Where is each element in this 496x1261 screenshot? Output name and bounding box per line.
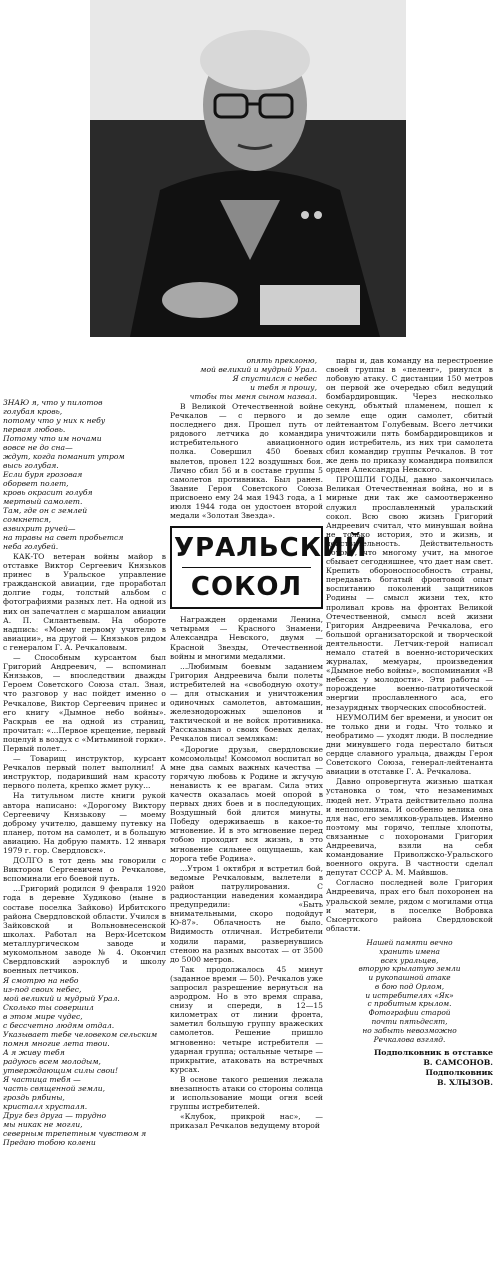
col2-para-1: В Великой Отечественной войне Речкалов — с первого и до последнего дня. Прошел путь от рядового летчика до командира истребительного авиационного полка. Совершил 450 боевых вылетов, провел 122 воздушных боя. Лично сбил 56 и в составе группы 5 самолетов противника. Был ранен. Звание Героя Советского Союза присвоено ему 24 мая 1943 года, а 1 июля 1944 года он удостоен второй медали «Золотая Звезда». bbox=[170, 402, 323, 521]
col2-para-4: «Дорогие друзья, свердловские комсомольцы! Комсомол воспитал во мне два самых важных качества — горячую любовь к Родине и жгучую ненависть к ее врагам. Сила этих качеств оказалась моей опорой в первых днях боев и в последующих. Воздушный бой длится минуты. Победу одерживаешь в какое-то мгновение. И в это мгновение перед тобою проходит вся жизнь, в это мгновение сильнее ощущаешь, как дорога тебе Родина». bbox=[170, 744, 323, 863]
col1-para-4: На титульном листе книги рукой автора написано: «Дорогому Виктору Сергеевичу Князькову — моему доброму учителю, давшему путевку на планер, потом на самолет, и в большую авиацию. На добрую память. 12 января 1979 г. гор. Свердловск». bbox=[3, 791, 166, 855]
headline-line-1: УРАЛЬСКИЙ bbox=[174, 533, 368, 564]
signature: Подполковник в отставке В. САМСОНОВ. Подполковник В. ХЛЫЗОВ. bbox=[373, 1048, 493, 1088]
portrait-photo bbox=[90, 0, 406, 337]
col2-para-5: ...Утром 1 октября я встретил бой, ведомые Речкаловым, вылетели в район патрулирования. С радиостанции наведения командира предупредили: «Быть внимательными, скоро подойдут Ю-87». Облачность не было. Видимость отличная. Истребители ходили парами, развернувшись стеною на разных высотах — от 3500 до 5000 метров. bbox=[170, 863, 323, 964]
opening-poem: ЗНАЮ я, что у пилотов голубая кровь, потому что у них к небу первая любовь. Потому что им ночами вовсе не до сна— ждут, когда поманит утром высь голубая. Если буря грозовая оборвет полет, кровь окрасит голубя мертвый самолет. Там, где он с землей сомкнется, взвихрит ручей— на травы на свет пробьется неба голубей. bbox=[3, 398, 125, 551]
col3-para-4: Давно опровергнута жизнью шаткая установка о том, что незаменимых людей нет. Утрата действительно полна и непополнима. И особенно велика она для нас, его земляков-уральцев. Именно поэтому мы горячо, теплые хлопоты, связанные с похоронами Григория Андреевича, взяли на себя командование Приволжско-Уральского военного округа. В частности сделал депутат СССР А. М. Майвшов. bbox=[326, 777, 493, 878]
headline-line-2: СОКОЛ bbox=[190, 572, 303, 603]
col2-para-8: «Клубок, прикрой нас», — приказал Речкалов ведущему второй bbox=[170, 1112, 323, 1131]
portrait-illustration bbox=[90, 0, 406, 337]
closing-poem: Нашей памяти вечно хранить имена всех уральцев, вторую крылатую земли и рукопашной атаке в бою под Орлом, и истребителях «Як» с пробитым крылом. Фотографии старой почти пятьдесят, но забыть невозможно Речкалова взгляд. bbox=[358, 937, 461, 1044]
col2-poem-end: опять преклоню, мой великий и мудрый Урал. Я спустился с небес и тебя я прошу, чтобы ты меня сыном назвал. bbox=[189, 356, 317, 401]
headline bbox=[170, 526, 368, 609]
column-1 bbox=[3, 398, 166, 1258]
column-3 bbox=[326, 356, 493, 1256]
col1-para-2: — Способным курсантом был Григорий Андреевич, — вспоминал Князьков, — впоследствии дважды Героем Советского Союза стал. Зная, что разговор у нас пойдет именно о Речкалове, Виктор Сергеевич принес и его книгу «Дымное небо войны». Раскрыв ее на одной из страниц, прочитал: «...Первое крещение, первый поцелуй в воздух с «Митьминой горки». Первый полет... bbox=[3, 653, 166, 753]
headline-rule bbox=[182, 567, 311, 568]
col2-para-6: Так продолжалось 45 минут (заданное время — 50). Речкалов уже запросил разрешение вернуться на аэродром. Но в это время справа, снизу и спереди, в 12—15 километрах от линии фронта, заметил большую группу вражеских самолетов. Решение пришло мгновенно: четыре истребителя — ударная группа; остальные четыре — прикрытие, атаковать на встречных курсах. bbox=[170, 964, 323, 1074]
col3-para-3: НЕУМОЛИМ бег времени, и уносит он не только дни и годы. Что только и необратимо — уходят люди. В последние дни минувшего года перестало биться сердце славного уральца, дважды Героя Советского Союза, генерал-лейтенанта авиации в отставке Г. А. Речкалова. bbox=[326, 712, 493, 777]
col3-para-1: пары и, дав команду на перестроение своей группы в «пеленг», ринулся в лобовую атаку. С дистанции 150 метров он первой же очередью сбил ведущий бомбардировщик. Через несколько секунд, объятый пламенем, пошел к земле еще один самолет, сбитый лейтенантом Голубевым. Всего летчики уничтожили пять бомбардировщиков и один истребитель, из них три самолета сбил командир группы Речкалов. В тот же день по приказу командира появился орден Александра Невского. bbox=[326, 356, 493, 475]
col3-para-2: ПРОШЛИ ГОДЫ, давно закончилась Великая Отечественная война, но и в мирные дни так же самоотверженно служил прославленный уральский сокол. Всю свою жизнь Григорий Андреевич считал, что минувшая война не только история, это и жизнь, и действительность. Действительность потому, что многому учит, на многое сбывает сегодняшнее, что дает нам свет. Крепить обороноспособность страны, передавать богатый фронтовой опыт воспитанию поколений защитников Родины — смысл жизни тех, кто проливал кровь на фронтах Великой Отечественной, смысл всей жизни Григория Андреевича Речкалова, его большой организаторской и творческой деятельности. Летчик-герой написал немало статей в военно-исторических журналах, мемуары, произведения «Дымное небо войны», воспоминания «В небесах у молодости». Эти работы — порождение военно-патриотической энергии прославленного аса, его незаурядных творческих способностей. bbox=[326, 475, 493, 712]
col1-para-6: ...Григорий родился 9 февраля 1920 года в деревне Худяково (ныне в составе поселка Зайково) Ирбитского района Свердловской области. Учился в Зайковской и Вольновнесенской школах. Работал на Верх-Исетском металлургическом заводе и мукомольном заводе № 4. Окончил Свердловский аэроклуб и школу военных летчиков. bbox=[3, 884, 166, 976]
col2-para-7: В основе такого решения лежала внезапность атаки со стороны солнца и использование мощи огня всей группы истребителей. bbox=[170, 1074, 324, 1112]
col1-poem: Я смотрю на небо из-под своих небес, мой великий и мудрый Урал. Сколько ты совершил в этом мире чудес, с бессчетно людям отдал. Указывает тебе человеком сельским помня многие лета твои. А я живу тебя радуюсь всем молодым, утверждающим силы свои! Я частица тебя — часть священной земли, гроздь рябины, кристалл хрусталя. Друг без друга — трудно мы никак не могли, северным трепетным чувством я Предаю тобою колени bbox=[3, 976, 158, 1148]
col2-para-2: Награжден орденами Ленина, четырьмя — Красного Знамени, Александра Невского, двумя — Красной Звезды, Отечественной войны и многими медалями. bbox=[170, 615, 323, 661]
col3-para-5: Согласно последней воле Григория Андреевича, прах его был похоронен на уральской земле, рядом с могилами отца и матери, в поселке Вобровка Сысертского района Свердловской области. bbox=[326, 878, 493, 933]
col2-para-3: ...Любимым боевым заданием Григория Андреевича были полеты истребителей на «свободную охоту» — для отыскания и уничтожения одиночных самолетов, автомашин, железнодорожных эшелонов и тактической и не войск противника. Рассказывал о своих боевых делах, Речкалов писал землякам: bbox=[170, 661, 323, 744]
col1-para-3: — Товарищ инструктор, курсант Речкалов первый полет выполнил! А инструктор, подаривший нам красоту первого полета, крепко жмет руку... bbox=[3, 754, 166, 791]
column-2 bbox=[170, 356, 368, 1256]
col1-para-5: ДОЛГО в тот день мы говорили с Виктором Сергеевичем о Речкалове, вспоминали его боевой путь. bbox=[3, 856, 166, 884]
col1-para-1: КАК-ТО ветеран войны майор в отставке Виктор Сергеевич Князьков принес в Уральское управление гражданской авиации, где проработал долгие годы, толстый альбом с фотографиями разных лет. На одной из них он запечатлен с маршалом авиации А. П. Силантьевым. На обороте надпись: «Моему первому учителю в авиации», на другой — Князьков рядом с генералом Г. А. Речкаловым. bbox=[3, 552, 166, 652]
